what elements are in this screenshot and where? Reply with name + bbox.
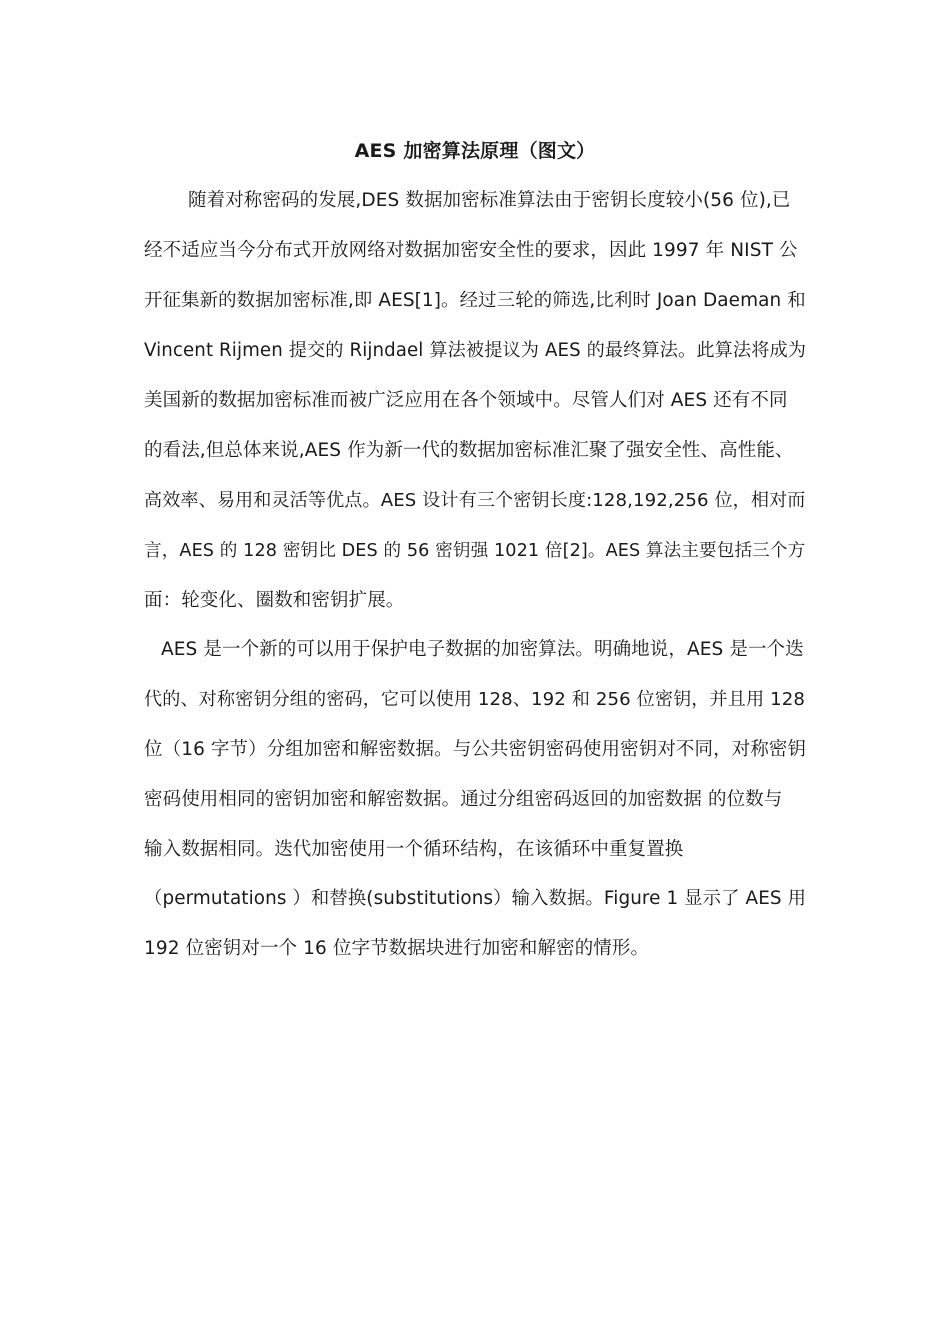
paragraph-2-line-2: 代的、对称密钥分组的密码，它可以使用 128、192 和 256 位密钥，并且用 128 xyxy=(144,689,805,710)
document-title: AES 加密算法原理（图文） xyxy=(354,140,596,162)
paragraph-2-line-1: AES 是一个新的可以用于保护电子数据的加密算法。明确地说，AES 是一个迭 xyxy=(161,639,804,660)
paragraph-2-line-6: （permutations ）和替换(substitutions）输入数据。Figure 1 显示了 AES 用 xyxy=(144,888,807,909)
paragraph-1-line-5: 美国新的数据加密标准而被广泛应用在各个领域中。尽管人们对 AES 还有不同 xyxy=(144,390,788,411)
paragraph-2-line-7: 192 位密钥对一个 16 位字节数据块进行加密和解密的情形。 xyxy=(144,938,650,959)
paragraph-1-line-8: 言，AES 的 128 密钥比 DES 的 56 密钥强 1021 倍[2]。AES 算法主要包括三个方 xyxy=(144,541,806,561)
paragraph-1-line-4: Vincent Rijmen 提交的 Rijndael 算法被提议为 AES 的最终算法。此算法将成为 xyxy=(144,340,807,361)
paragraph-1-line-1: 随着对称密码的发展,DES 数据加密标准算法由于密钥长度较小(56 位),已 xyxy=(188,190,791,211)
paragraph-1-line-7: 高效率、易用和灵活等优点。AES 设计有三个密钥长度:128,192,256 位，相对而 xyxy=(144,490,806,511)
paragraph-2-line-4: 密码使用相同的密钥加密和解密数据。通过分组密码返回的加密数据 的位数与 xyxy=(144,789,783,810)
paragraph-2-line-3: 位（16 字节）分组加密和解密数据。与公共密钥密码使用密钥对不同，对称密钥 xyxy=(144,739,807,760)
paragraph-1-line-3: 开征集新的数据加密标准,即 AES[1]。经过三轮的筛选,比利时 Joan Daeman 和 xyxy=(144,290,806,311)
paragraph-1-line-9: 面：轮变化、圈数和密钥扩展。 xyxy=(144,590,405,611)
paragraph-1-line-6: 的看法,但总体来说,AES 作为新一代的数据加密标准汇聚了强安全性、高性能、 xyxy=(144,440,794,461)
paragraph-2-line-5: 输入数据相同。迭代加密使用一个循环结构，在该循环中重复置换 xyxy=(144,839,684,860)
paragraph-1-line-2: 经不适应当今分布式开放网络对数据加密安全性的要求，因此 1997 年 NIST 公 xyxy=(144,240,798,261)
